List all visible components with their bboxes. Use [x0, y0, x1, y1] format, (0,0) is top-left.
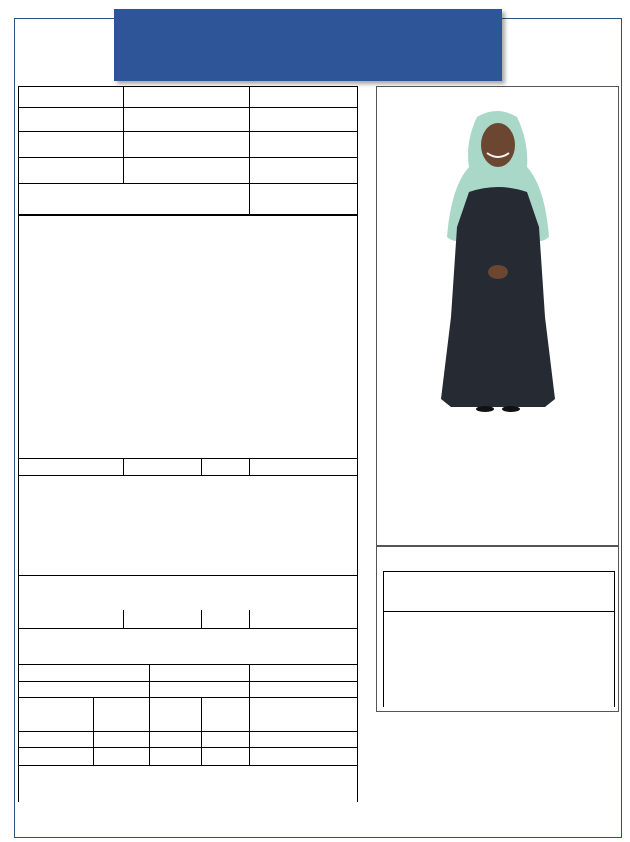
row-post — [19, 86, 357, 108]
person-photo-icon — [377, 87, 618, 545]
name-value — [125, 158, 249, 183]
row-salary — [19, 108, 357, 132]
exp-duty-row — [19, 698, 357, 732]
exp-skill-val-row — [19, 682, 357, 698]
lang-title-row — [19, 442, 357, 459]
passport-rows — [383, 611, 615, 707]
exp-duty-val-row — [19, 732, 357, 748]
lang-h4 — [249, 461, 287, 477]
exp-ironing-row — [19, 748, 357, 766]
title-banner — [114, 9, 502, 81]
prev-empty-row — [19, 610, 357, 629]
exp-skill-row — [19, 665, 357, 682]
lang-header-row — [19, 459, 357, 476]
resume-table — [18, 86, 358, 802]
row-applicant — [19, 184, 357, 216]
applicant-photo — [376, 86, 619, 546]
exp-title-row — [19, 629, 357, 665]
row-contract — [19, 132, 357, 158]
passport-box — [376, 546, 619, 712]
row-name — [19, 158, 357, 184]
prev-title-row — [19, 544, 357, 576]
